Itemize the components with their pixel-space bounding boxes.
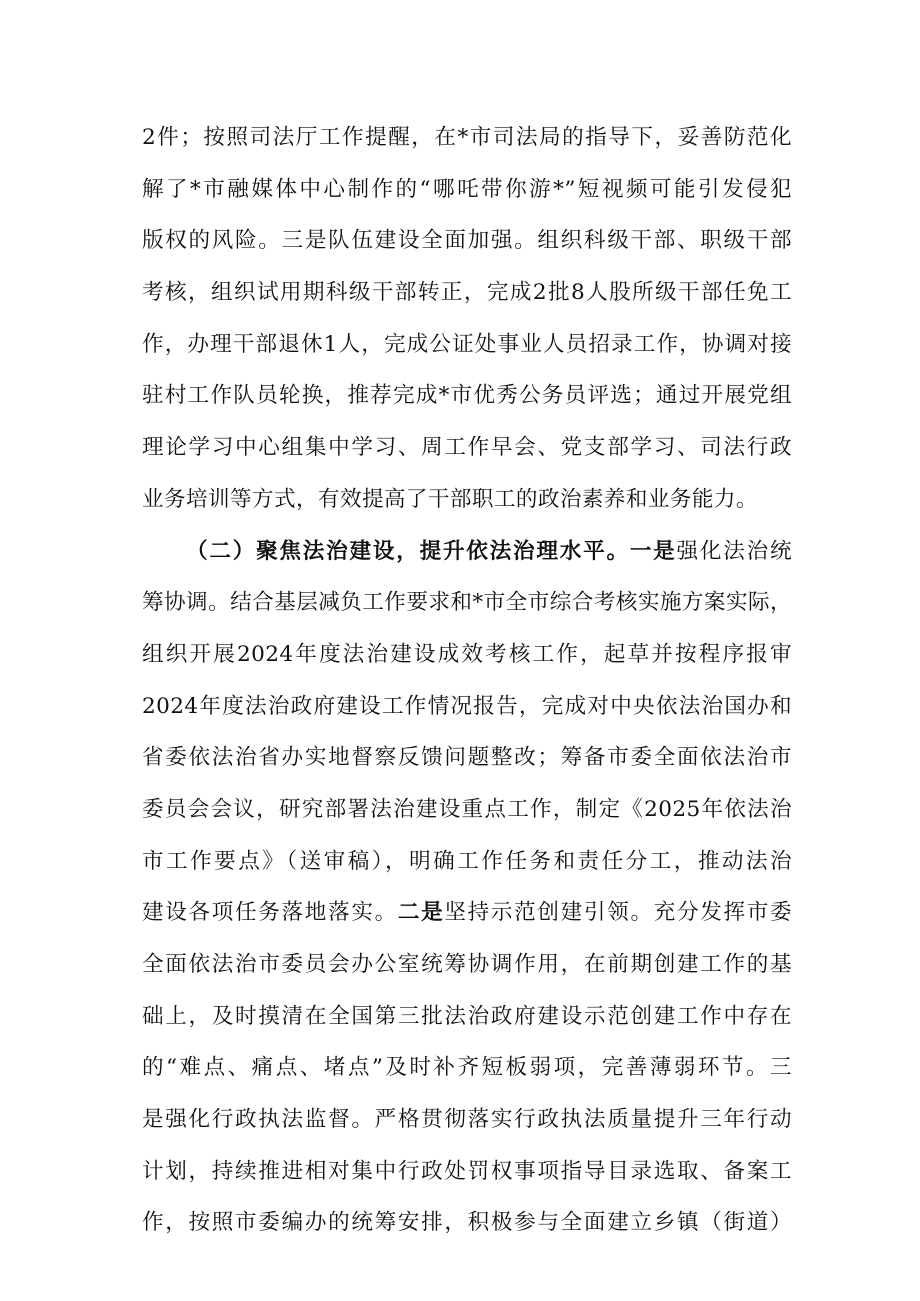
text-line xyxy=(142,887,792,939)
text-line: 考核，组织试用期科级干部转正，完成2批8人股所级干部任免工 xyxy=(142,280,792,306)
text-fragment: 强化法治统 xyxy=(676,538,792,564)
section-heading: （二）聚焦法治建设，提升依法治理水平。 xyxy=(186,538,630,564)
text-line: 业务培训等方式，有效提高了干部职工的政治素养和业务能力。 xyxy=(142,486,758,512)
text-line: 组织开展2024年度法治建设成效考核工作，起草并按程序报审 xyxy=(142,641,792,667)
text-line: 2024年度法治政府建设工作情况报告，完成对中央依法治国办和 xyxy=(142,693,792,719)
text-line: 计划，持续推进相对集中行政处罚权事项指导目录选取、备案工 xyxy=(142,1158,792,1184)
point-marker: 二是 xyxy=(397,900,445,926)
text-line: 2件；按照司法厅工作提醒，在*市司法局的指导下，妥善防范化 xyxy=(142,125,792,150)
text-line: 的“难点、痛点、堵点”及时补齐短板弱项，完善薄弱环节。三 xyxy=(142,1055,792,1081)
text-fragment: 坚持示范创建引领。充分发挥市委 xyxy=(444,900,792,926)
text-line: 委员会会议，研究部署法治建设重点工作，制定《2025年依法治 xyxy=(142,796,792,822)
text-fragment: 建设各项任务落地落实。 xyxy=(142,900,398,926)
section-heading-line xyxy=(142,526,792,578)
text-line: 版权的风险。三是队伍建设全面加强。组织科级干部、职级干部 xyxy=(142,228,792,254)
text-line: 作，按照市委编办的统筹安排，积极参与全面建立乡镇（街道） xyxy=(142,1210,792,1236)
text-line: 解了*市融媒体中心制作的“哪吒带你游*”短视频可能引发侵犯 xyxy=(142,176,792,202)
text-line: 理论学习中心组集中学习、周工作早会、党支部学习、司法行政 xyxy=(142,435,792,461)
text-line: 市工作要点》（送审稿），明确工作任务和责任分工，推动法治 xyxy=(142,848,792,874)
text-line: 础上，及时摸清在全国第三批法治政府建设示范创建工作中存在 xyxy=(142,1003,792,1029)
text-line: 筹协调。结合基层减负工作要求和*市全市综合考核实施方案实际， xyxy=(142,590,792,616)
text-line: 省委依法治省办实地督察反馈问题整改；筹备市委全面依法治市 xyxy=(142,745,792,771)
document-body xyxy=(142,112,792,1249)
point-marker: 一是 xyxy=(629,538,677,564)
text-line: 全面依法治市委员会办公室统筹协调作用，在前期创建工作的基 xyxy=(142,952,792,977)
text-line: 作，办理干部退休1人，完成公证处事业人员招录工作，协调对接 xyxy=(142,331,792,357)
text-line: 是强化行政执法监督。严格贯彻落实行政执法质量提升三年行动 xyxy=(142,1107,792,1133)
text-line: 驻村工作队员轮换，推荐完成*市优秀公务员评选；通过开展党组 xyxy=(142,383,792,409)
